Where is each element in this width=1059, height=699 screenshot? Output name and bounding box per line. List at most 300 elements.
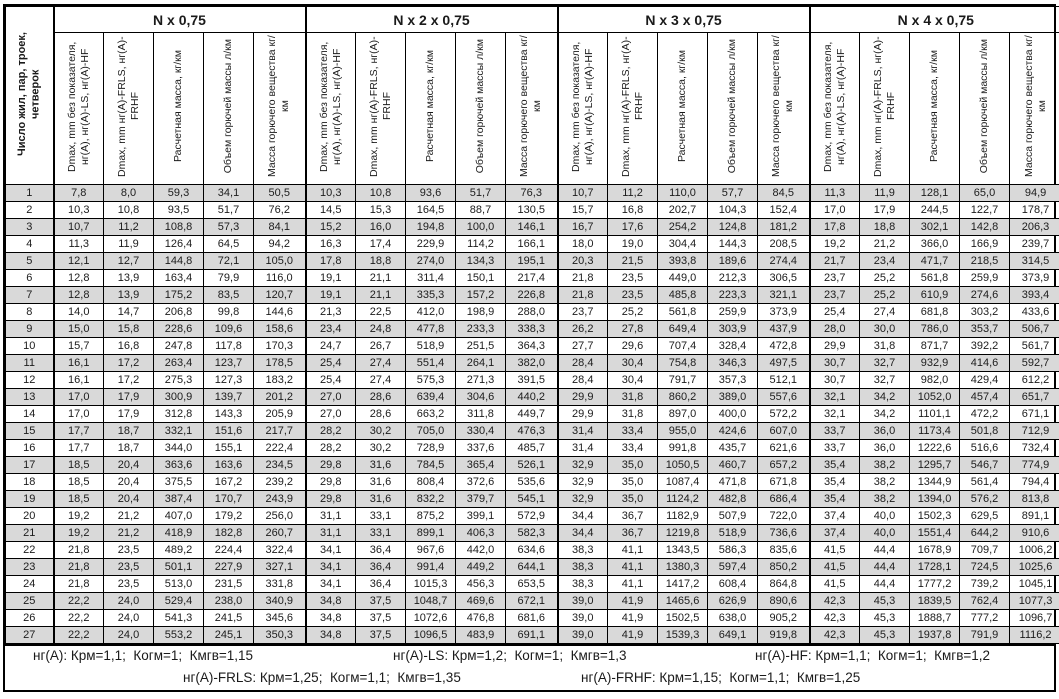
data-cell: 151,6 [204,423,254,440]
data-cell: 41,1 [608,559,658,576]
data-cell: 23,5 [104,576,154,593]
data-cell: 332,1 [154,423,204,440]
data-cell: 37,5 [356,627,406,644]
data-cell: 150,1 [456,270,506,287]
data-cell: 649,1 [708,627,758,644]
data-cell: 27,7 [558,338,608,355]
data-cell: 11,3 [54,236,104,253]
sub-header-label: Масса горючего вещества кг/км [518,35,544,177]
data-cell: 592,7 [1010,355,1059,372]
table-row [6,355,1059,372]
data-cell: 27,0 [306,389,356,406]
data-cell: 201,2 [254,389,306,406]
data-cell: 12,7 [104,253,154,270]
data-cell: 206,8 [154,304,204,321]
data-cell: 526,1 [506,457,558,474]
data-cell: 471,7 [910,253,960,270]
data-cell: 418,9 [154,525,204,542]
data-cell: 482,8 [708,491,758,508]
data-cell: 57,3 [204,219,254,236]
cable-table [5,6,1059,644]
data-cell: 337,6 [456,440,506,457]
data-cell: 23,7 [558,304,608,321]
data-cell: 871,7 [910,338,960,355]
data-cell: 146,1 [506,219,558,236]
note-line-2 [5,670,1054,692]
data-cell: 1219,8 [658,525,708,542]
data-cell: 27,4 [860,304,910,321]
data-cell: 288,0 [506,304,558,321]
data-cell: 239,2 [254,474,306,491]
data-cell: 18,8 [356,253,406,270]
table-row [6,593,1059,610]
sub-header-label: Масса горючего вещества кг/км [770,35,796,177]
data-cell: 1465,6 [658,593,708,610]
data-cell: 28,4 [558,372,608,389]
sub-header-label: Масса горючего вещества кг/км [266,35,292,177]
data-cell: 813,8 [1010,491,1059,508]
data-cell: 11,3 [810,185,860,202]
data-cell: 382,0 [506,355,558,372]
data-cell: 442,0 [456,542,506,559]
data-cell: 33,4 [608,440,658,457]
data-cell: 84,5 [758,185,810,202]
data-cell: 476,8 [456,610,506,627]
data-cell: 35,4 [810,457,860,474]
sub-header-label: Расчетная масса, кг/км [928,49,941,163]
data-cell: 15,7 [54,338,104,355]
data-cell: 51,7 [456,185,506,202]
data-cell: 25,2 [608,304,658,321]
table-row [6,389,1059,406]
data-cell: 158,6 [254,321,306,338]
data-cell: 202,7 [658,202,708,219]
data-cell: 535,6 [506,474,558,491]
data-cell: 1678,9 [910,542,960,559]
data-cell: 36,4 [356,559,406,576]
data-cell: 93,6 [406,185,456,202]
data-cell: 21,2 [104,525,154,542]
data-cell: 259,9 [960,270,1010,287]
data-cell: 14,5 [306,202,356,219]
row-number: 16 [6,440,54,457]
data-cell: 34,1 [204,185,254,202]
data-cell: 167,2 [204,474,254,491]
data-cell: 275,3 [154,372,204,389]
data-cell: 303,9 [708,321,758,338]
data-cell: 17,6 [608,219,658,236]
data-cell: 13,9 [104,287,154,304]
data-cell: 30,4 [608,372,658,389]
sub-header-g3-c3 [658,33,708,185]
table-row [6,406,1059,423]
data-cell: 41,9 [608,610,658,627]
data-cell: 35,0 [608,491,658,508]
data-cell: 134,3 [456,253,506,270]
sub-header-label: Расчетная масса, кг/км [424,49,437,163]
data-cell: 330,4 [456,423,506,440]
data-cell: 16,8 [608,202,658,219]
coefficient-note: нг(А)-LS: Крм=1,2; Когм=1; Кмгв=1,3 [393,648,627,663]
data-cell: 35,0 [608,474,658,491]
data-cell: 19,2 [54,508,104,525]
data-cell: 166,9 [960,236,1010,253]
data-cell: 440,2 [506,389,558,406]
data-cell: 31,8 [608,406,658,423]
data-cell: 39,0 [558,610,608,627]
data-cell: 373,9 [758,304,810,321]
table-row [6,236,1059,253]
data-cell: 17,0 [54,406,104,423]
table-row [6,525,1059,542]
data-cell: 109,6 [204,321,254,338]
data-cell: 429,4 [960,372,1010,389]
data-cell: 93,5 [154,202,204,219]
data-cell: 22,5 [356,304,406,321]
data-cell: 11,2 [104,219,154,236]
data-cell: 608,4 [708,576,758,593]
sub-header-label: Объем горючей массы л/км [726,38,739,174]
data-cell: 20,3 [558,253,608,270]
data-cell: 37,5 [356,610,406,627]
data-cell: 32,1 [810,389,860,406]
sub-header-g2-c1 [306,33,356,185]
data-cell: 36,7 [608,508,658,525]
data-cell: 364,3 [506,338,558,355]
data-cell: 21,8 [54,576,104,593]
data-cell: 224,4 [204,542,254,559]
data-cell: 897,0 [658,406,708,423]
data-cell: 437,9 [758,321,810,338]
table-header [6,7,1059,185]
data-cell: 363,6 [154,457,204,474]
data-cell: 114,2 [456,236,506,253]
data-cell: 274,0 [406,253,456,270]
data-cell: 247,8 [154,338,204,355]
data-cell: 457,4 [960,389,1010,406]
data-cell: 34,4 [558,508,608,525]
data-cell: 27,4 [356,372,406,389]
data-cell: 518,9 [406,338,456,355]
data-cell: 31,1 [306,525,356,542]
data-cell: 31,6 [356,474,406,491]
data-cell: 340,9 [254,593,306,610]
data-cell: 476,3 [506,423,558,440]
data-cell: 905,2 [758,610,810,627]
data-cell: 217,4 [506,270,558,287]
group-header-4: N x 4 x 0,75 [810,7,1059,33]
data-cell: 712,9 [1010,423,1059,440]
data-cell: 379,7 [456,491,506,508]
data-cell: 208,5 [758,236,810,253]
data-cell: 11,2 [608,185,658,202]
data-cell: 392,2 [960,338,1010,355]
data-cell: 551,4 [406,355,456,372]
data-cell: 1101,1 [910,406,960,423]
data-cell: 15,3 [356,202,406,219]
data-cell: 38,2 [860,474,910,491]
table-row [6,372,1059,389]
data-cell: 31,4 [558,440,608,457]
data-cell: 657,2 [758,457,810,474]
data-cell: 832,2 [406,491,456,508]
data-cell: 65,0 [960,185,1010,202]
data-cell: 955,0 [658,423,708,440]
data-cell: 222,4 [254,440,306,457]
data-cell: 30,4 [608,355,658,372]
data-cell: 582,3 [506,525,558,542]
data-cell: 12,8 [54,287,104,304]
data-cell: 57,7 [708,185,758,202]
data-cell: 42,3 [810,610,860,627]
data-cell: 653,5 [506,576,558,593]
data-cell: 144,6 [254,304,306,321]
sub-header-label: Объем горючей массы л/км [978,38,991,174]
data-cell: 561,4 [960,474,1010,491]
data-cell: 919,8 [758,627,810,644]
data-cell: 1025,6 [1010,559,1059,576]
corner-header [6,7,54,185]
data-cell: 128,1 [910,185,960,202]
data-cell: 557,6 [758,389,810,406]
table-row [6,219,1059,236]
data-cell: 164,5 [406,202,456,219]
data-cell: 331,8 [254,576,306,593]
data-cell: 25,4 [306,355,356,372]
data-cell: 40,0 [860,525,910,542]
data-cell: 19,1 [306,287,356,304]
data-cell: 34,1 [306,542,356,559]
data-cell: 29,9 [810,338,860,355]
data-cell: 449,2 [456,559,506,576]
data-cell: 1182,9 [658,508,708,525]
data-cell: 23,5 [104,559,154,576]
data-cell: 42,3 [810,593,860,610]
row-number: 24 [6,576,54,593]
data-cell: 16,7 [558,219,608,236]
data-cell: 24,0 [104,627,154,644]
data-cell: 561,8 [658,304,708,321]
data-cell: 1888,7 [910,610,960,627]
table-row [6,287,1059,304]
data-cell: 31,8 [608,389,658,406]
data-cell: 23,7 [810,270,860,287]
data-cell: 32,9 [558,457,608,474]
data-cell: 387,4 [154,491,204,508]
data-cell: 229,9 [406,236,456,253]
row-number: 21 [6,525,54,542]
data-cell: 41,5 [810,576,860,593]
data-cell: 21,5 [608,253,658,270]
sub-header-g4-c4 [960,33,1010,185]
table-row [6,440,1059,457]
data-cell: 274,4 [758,253,810,270]
data-cell: 518,9 [708,525,758,542]
table-row [6,423,1059,440]
data-cell: 15,2 [306,219,356,236]
data-cell: 644,2 [960,525,1010,542]
data-cell: 449,7 [506,406,558,423]
sub-header-g3-c2 [608,33,658,185]
data-cell: 327,1 [254,559,306,576]
data-cell: 399,1 [456,508,506,525]
data-cell: 1087,4 [658,474,708,491]
sub-header-label: Dmax, mm без показателя, нг(А), нг(А)-LS, нг(А)-HF [65,40,91,172]
data-cell: 25,2 [860,270,910,287]
data-cell: 17,8 [810,219,860,236]
sub-header-g3-c1 [558,33,608,185]
data-cell: 306,5 [758,270,810,287]
data-cell: 791,7 [658,372,708,389]
data-cell: 41,9 [608,593,658,610]
row-number: 5 [6,253,54,270]
data-cell: 30,2 [356,423,406,440]
data-cell: 709,7 [960,542,1010,559]
data-cell: 18,0 [558,236,608,253]
data-cell: 45,3 [860,593,910,610]
data-cell: 182,8 [204,525,254,542]
sub-header-label: Dmax, mm нг(А)-FRLS, нг(А)-FRHF [871,35,897,177]
data-cell: 314,5 [1010,253,1059,270]
data-cell: 754,8 [658,355,708,372]
data-cell: 1096,5 [406,627,456,644]
data-cell: 41,5 [810,542,860,559]
table-row [6,321,1059,338]
data-cell: 30,7 [810,372,860,389]
data-cell: 28,2 [306,440,356,457]
data-cell: 238,0 [204,593,254,610]
sub-header-label: Масса горючего вещества кг/км [1022,35,1048,177]
data-cell: 76,3 [506,185,558,202]
data-cell: 17,0 [54,389,104,406]
sub-header-label: Объем горючей массы л/км [222,38,235,174]
data-cell: 321,1 [758,287,810,304]
data-cell: 79,9 [204,270,254,287]
data-cell: 460,7 [708,457,758,474]
data-cell: 529,4 [154,593,204,610]
data-cell: 271,3 [456,372,506,389]
data-cell: 28,6 [356,389,406,406]
data-cell: 18,5 [54,474,104,491]
data-cell: 41,1 [608,576,658,593]
data-cell: 32,9 [558,474,608,491]
data-cell: 561,7 [1010,338,1059,355]
data-cell: 610,9 [910,287,960,304]
data-cell: 31,6 [356,491,406,508]
data-cell: 345,6 [254,610,306,627]
data-cell: 304,6 [456,389,506,406]
data-cell: 27,8 [608,321,658,338]
data-cell: 21,8 [54,542,104,559]
data-cell: 25,4 [810,304,860,321]
data-cell: 649,4 [658,321,708,338]
table-row [6,542,1059,559]
data-cell: 497,5 [758,355,810,372]
data-cell: 672,1 [506,593,558,610]
data-cell: 15,8 [104,321,154,338]
data-cell: 23,5 [608,287,658,304]
data-cell: 23,4 [306,321,356,338]
data-cell: 424,6 [708,423,758,440]
data-cell: 1052,0 [910,389,960,406]
data-cell: 94,9 [1010,185,1059,202]
data-cell: 1072,6 [406,610,456,627]
data-cell: 469,6 [456,593,506,610]
data-cell: 41,9 [608,627,658,644]
data-cell: 234,5 [254,457,306,474]
row-number: 20 [6,508,54,525]
data-cell: 545,1 [506,491,558,508]
data-cell: 1173,4 [910,423,960,440]
data-cell: 23,5 [104,542,154,559]
sub-header-label: Dmax, mm без показателя, нг(А), нг(А)-LS, нг(А)-HF [821,40,847,172]
data-cell: 72,1 [204,253,254,270]
data-cell: 357,3 [708,372,758,389]
data-cell: 29,8 [306,457,356,474]
coefficient-note: нг(А)-FRHF: Крм=1,15; Когм=1,1; Кмгв=1,25 [581,670,861,685]
data-cell: 501,1 [154,559,204,576]
data-cell: 16,1 [54,355,104,372]
data-cell: 239,7 [1010,236,1059,253]
data-cell: 124,8 [708,219,758,236]
data-cell: 300,9 [154,389,204,406]
data-cell: 17,2 [104,355,154,372]
data-cell: 28,0 [810,321,860,338]
data-cell: 88,7 [456,202,506,219]
data-cell: 12,8 [54,270,104,287]
data-cell: 25,2 [860,287,910,304]
data-cell: 1116,2 [1010,627,1059,644]
data-cell: 932,9 [910,355,960,372]
data-cell: 512,1 [758,372,810,389]
data-cell: 25,4 [306,372,356,389]
data-cell: 607,0 [758,423,810,440]
data-cell: 621,6 [758,440,810,457]
data-cell: 44,4 [860,559,910,576]
table-row [6,253,1059,270]
data-cell: 15,0 [54,321,104,338]
data-cell: 36,0 [860,440,910,457]
data-cell: 483,9 [456,627,506,644]
data-cell: 365,4 [456,457,506,474]
data-cell: 612,2 [1010,372,1059,389]
data-cell: 170,3 [254,338,306,355]
data-cell: 407,0 [154,508,204,525]
data-cell: 910,6 [1010,525,1059,542]
data-cell: 19,2 [54,525,104,542]
data-cell: 629,5 [960,508,1010,525]
data-cell: 10,8 [356,185,406,202]
data-cell: 29,8 [306,474,356,491]
sub-header-g4-c5 [1010,33,1059,185]
data-cell: 19,0 [608,236,658,253]
data-cell: 663,2 [406,406,456,423]
data-cell: 991,8 [658,440,708,457]
data-cell: 639,4 [406,389,456,406]
data-cell: 634,6 [506,542,558,559]
data-cell: 120,7 [254,287,306,304]
data-cell: 39,0 [558,593,608,610]
data-cell: 31,8 [860,338,910,355]
data-cell: 10,3 [306,185,356,202]
table-body [6,185,1059,644]
data-cell: 18,5 [54,457,104,474]
data-cell: 8,0 [104,185,154,202]
data-cell: 513,0 [154,576,204,593]
data-cell: 12,1 [54,253,104,270]
data-cell: 21,2 [104,508,154,525]
sub-header-g2-c4 [456,33,506,185]
